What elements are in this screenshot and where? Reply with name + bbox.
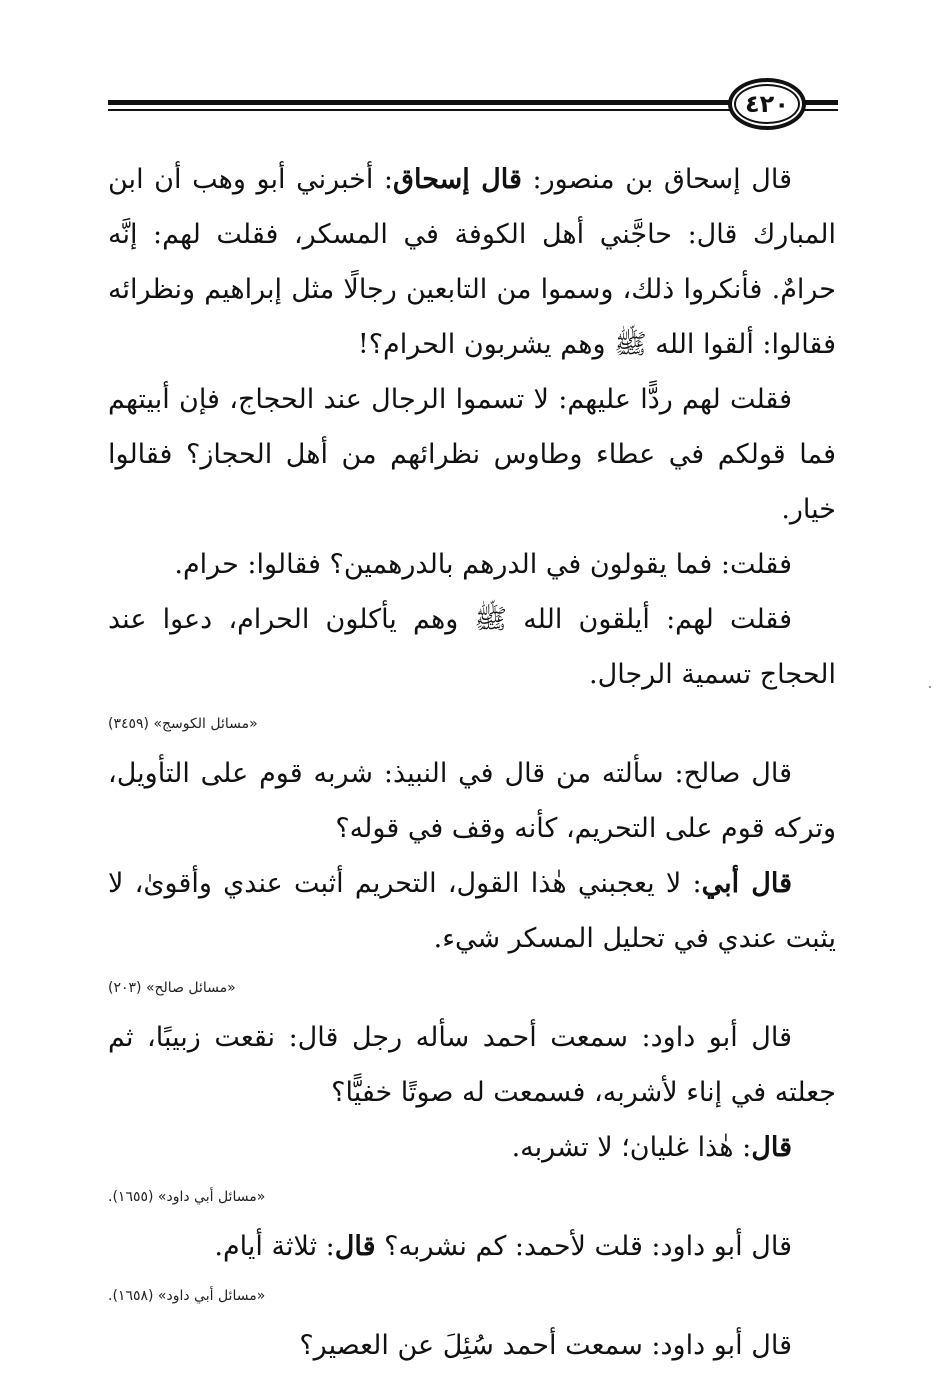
paragraph	[108, 592, 836, 702]
source-citation-row	[108, 966, 836, 1010]
paragraph-text: قال أبو داود: قلت لأحمد: كم نشربه؟	[375, 1231, 792, 1262]
paragraph	[108, 1318, 836, 1373]
page-content	[108, 152, 836, 1373]
paragraph-text: فقلت لهم: أيلقون الله ﷺ وهم يأكلون الحرام، دعوا عند الحجاج تسمية الرجال.	[108, 604, 836, 690]
paragraph-text: فقلت لهم ردًّا عليهم: لا تسموا الرجال عند الحجاج، فإن أبيتهم فما قولكم في عطاء وطاوس نظرائهم من أهل الحجاز؟ فقالوا خيار.	[108, 384, 836, 525]
page-number: ٤٢٠	[745, 90, 789, 118]
paragraph-text: قال أبو داود: سمعت أحمد سُئِلَ عن العصير؟	[299, 1330, 792, 1361]
paragraph-text: : ثلاثة أيام.	[214, 1231, 335, 1262]
paragraph	[108, 1010, 836, 1120]
paragraph-text: قال صالح: سألته من قال في النبيذ: شربه قوم على التأويل، وتركه قوم على التحريم، كأنه وقف في قوله؟	[108, 758, 836, 844]
paragraph	[108, 152, 836, 372]
paragraph	[108, 856, 836, 966]
paragraph	[108, 1120, 836, 1175]
paragraph-text: : هٰذا غليان؛ لا تشربه.	[511, 1132, 752, 1163]
speaker-label: قال أبي	[701, 868, 792, 899]
page-header	[108, 70, 838, 136]
paragraph-text: قال إسحاق بن منصور:	[521, 164, 793, 195]
source-citation-row	[108, 702, 836, 746]
source-citation: «مسائل أبي داود» (١٦٥٥).	[108, 1189, 266, 1205]
source-citation-row	[108, 1274, 836, 1318]
paragraph-text: : لا يعجبني هٰذا القول، التحريم أثبت عندي وأقوىٰ، لا يثبت عندي في تحليل المسكر شيء.	[108, 868, 836, 954]
paragraph	[108, 537, 836, 592]
source-citation: «مسائل الكوسج» (٣٤٥٩)	[108, 716, 258, 732]
speaker-label: قال	[334, 1231, 376, 1262]
source-citation-row	[108, 1175, 836, 1219]
margin-speck	[929, 686, 931, 688]
paragraph-text: فقلت: فما يقولون في الدرهم بالدرهمين؟ فقالوا: حرام.	[174, 549, 792, 580]
paragraph	[108, 372, 836, 537]
speaker-label: قال إسحاق	[393, 164, 522, 195]
paragraph-text: قال أبو داود: سمعت أحمد سأله رجل قال: نقعت زبيبًا، ثم جعلته في إناء لأشربه، فسمعت له صوتًا خفيًّا؟	[108, 1022, 836, 1108]
source-citation: «مسائل صالح» (٢٠٣)	[108, 980, 236, 996]
paragraph	[108, 746, 836, 856]
page-number-badge	[728, 78, 806, 130]
paragraph	[108, 1219, 836, 1274]
speaker-label: قال	[751, 1132, 792, 1163]
source-citation: «مسائل أبي داود» (١٦٥٨).	[108, 1288, 266, 1304]
paragraph-text: : أخبرني أبو وهب أن ابن المبارك قال: حاجَّني أهل الكوفة في المسكر، فقلت لهم: إنَّه حرامٌ. فأنكروا ذلك، وسموا من التابعين رجالًا مثل إبراهيم ونظرائه فقالوا: ألقوا الله ﷺ وهم يشربون الحرام؟!	[108, 164, 836, 360]
